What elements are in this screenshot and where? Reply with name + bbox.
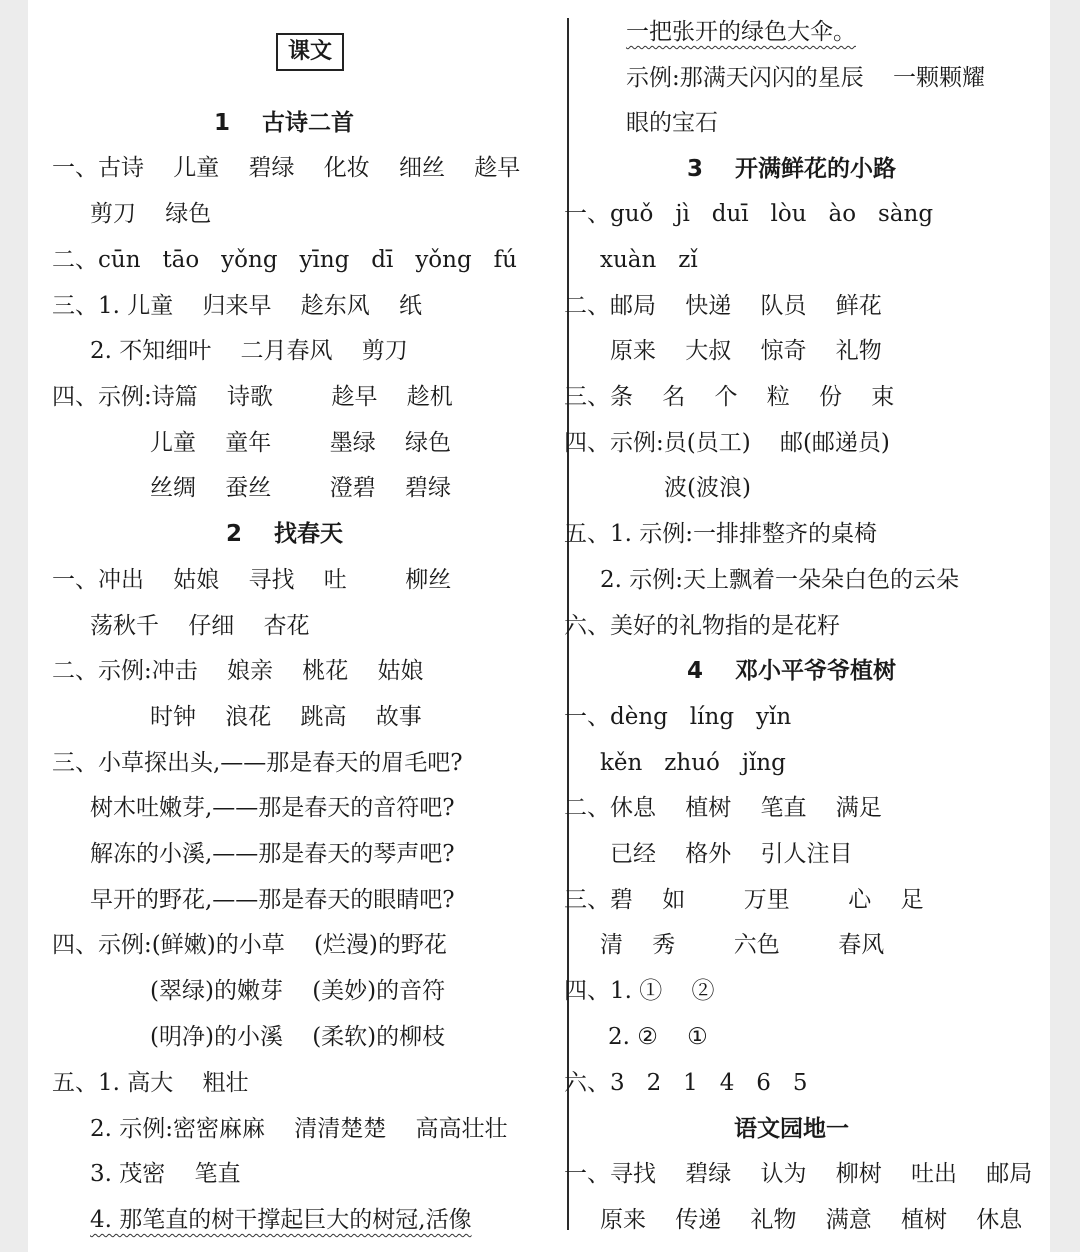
answer-line: xuàn zǐ bbox=[600, 247, 698, 273]
section-title-yuwen-yuandi: 语文园地一 bbox=[734, 1116, 849, 1142]
answer-line: 二、邮局 快递 队员 鲜花 bbox=[564, 293, 882, 319]
answer-line: 一、寻找 碧绿 认为 柳树 吐出 邮局 bbox=[564, 1161, 1033, 1187]
answer-line: 3. 茂密 笔直 bbox=[90, 1161, 241, 1187]
answer-line: 丝绸 蚕丝 澄碧 碧绿 bbox=[150, 475, 451, 501]
answer-line: 五、1. 示例:一排排整齐的桌椅 bbox=[564, 521, 878, 547]
answer-line: 2. 示例:天上飘着一朵朵白色的云朵 bbox=[600, 567, 960, 593]
answer-line: 三、碧 如 万里 心 足 bbox=[564, 887, 924, 913]
answer-line: 六、美好的礼物指的是花籽 bbox=[564, 613, 840, 639]
section-header-box: 课文 bbox=[276, 33, 344, 71]
answer-line-underlined: 一把张开的绿色大伞。 bbox=[626, 19, 856, 45]
answer-line: 儿童 童年 墨绿 绿色 bbox=[150, 430, 451, 456]
lesson-title-3: 3 开满鲜花的小路 bbox=[687, 156, 897, 182]
answer-line: 一、dèng líng yǐn bbox=[564, 704, 792, 730]
answer-line: 原来 传递 礼物 满意 植树 休息 bbox=[600, 1207, 1023, 1233]
answer-line: 原来 大叔 惊奇 礼物 bbox=[610, 338, 882, 364]
answer-line: 六、3 2 1 4 6 5 bbox=[564, 1070, 808, 1096]
answer-line: (明净)的小溪 (柔软)的柳枝 bbox=[150, 1024, 446, 1050]
answer-line: kěn zhuó jǐng bbox=[600, 750, 786, 776]
answer-line: 四、示例:员(员工) 邮(邮递员) bbox=[564, 430, 890, 456]
answer-line: 清 秀 六色 春风 bbox=[600, 932, 885, 958]
answer-line: 三、1. 儿童 归来早 趁东风 纸 bbox=[52, 293, 422, 319]
lesson-title-4: 4 邓小平爷爷植树 bbox=[687, 658, 897, 684]
answer-line: 二、示例:冲击 娘亲 桃花 姑娘 bbox=[52, 658, 424, 684]
answer-line: 眼的宝石 bbox=[626, 110, 718, 136]
answer-line: (翠绿)的嫩芽 (美妙)的音符 bbox=[150, 978, 446, 1004]
lesson-title-2: 2 找春天 bbox=[226, 521, 344, 547]
answer-line: 2. ② ① bbox=[608, 1024, 708, 1050]
answer-line: 二、休息 植树 笔直 满足 bbox=[564, 795, 882, 821]
answer-line: 荡秋千 仔细 杏花 bbox=[90, 613, 310, 639]
answer-line: 2. 不知细叶 二月春风 剪刀 bbox=[90, 338, 408, 364]
answer-line: 时钟 浪花 跳高 故事 bbox=[150, 704, 422, 730]
answer-line: 解冻的小溪,——那是春天的琴声吧? bbox=[90, 841, 455, 867]
answer-line: 示例:那满天闪闪的星辰 一颗颗耀 bbox=[626, 65, 985, 91]
answer-line: 2. 示例:密密麻麻 清清楚楚 高高壮壮 bbox=[90, 1116, 508, 1142]
answer-line: 树木吐嫩芽,——那是春天的音符吧? bbox=[90, 795, 455, 821]
answer-line: 已经 格外 引人注目 bbox=[610, 841, 853, 867]
answer-line: 五、1. 高大 粗壮 bbox=[52, 1070, 249, 1096]
answer-line: 一、guǒ jì duī lòu ào sàng bbox=[564, 201, 934, 227]
answer-line: 三、条 名 个 粒 份 束 bbox=[564, 384, 895, 410]
answer-line: 剪刀 绿色 bbox=[90, 201, 212, 227]
answer-line: 二、cūn tāo yǒng yīng dī yǒng fú bbox=[52, 247, 517, 273]
lesson-title-1: 1 古诗二首 bbox=[214, 110, 355, 136]
answer-line: 四、示例:诗篇 诗歌 趁早 趁机 bbox=[52, 384, 453, 410]
answer-page bbox=[28, 0, 1050, 1252]
answer-line: 一、冲出 姑娘 寻找 吐 柳丝 bbox=[52, 567, 452, 593]
answer-line-underlined: 4. 那笔直的树干撑起巨大的树冠,活像 bbox=[90, 1207, 472, 1233]
answer-line: 一、古诗 儿童 碧绿 化妆 细丝 趁早 bbox=[52, 155, 521, 181]
answer-line: 三、小草探出头,——那是春天的眉毛吧? bbox=[52, 750, 463, 776]
answer-line: 四、示例:(鲜嫩)的小草 (烂漫)的野花 bbox=[52, 932, 447, 958]
answer-line: 波(波浪) bbox=[664, 475, 751, 501]
answer-line: 四、1. ① ② bbox=[564, 978, 715, 1004]
answer-line: 早开的野花,——那是春天的眼睛吧? bbox=[90, 887, 455, 913]
